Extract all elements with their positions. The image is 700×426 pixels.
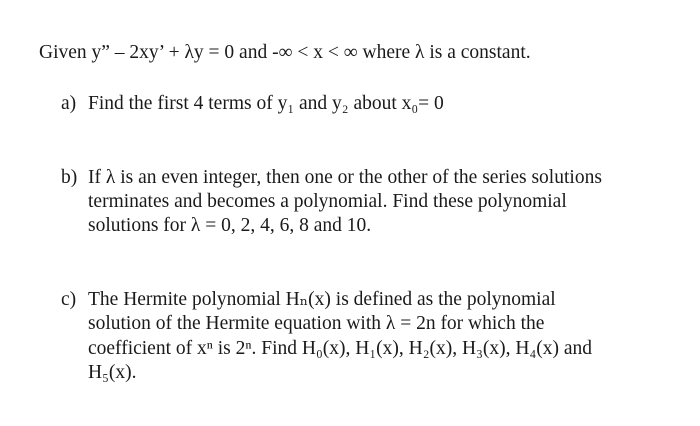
part-b-line-3: solutions for λ = 0, 2, 4, 6, 8 and 10. — [88, 215, 372, 236]
part-c-line-2: solution of the Hermite equation with λ = 2n for which the — [88, 313, 545, 334]
part-c-marker: c) — [61, 289, 77, 310]
part-b-line-2: terminates and becomes a polynomial. Find these polynomial — [88, 191, 567, 212]
part-c-line-1: The Hermite polynomial Hₙ(x) is defined as the polynomial — [88, 289, 556, 310]
question-intro: Given y” – 2xy’ + λy = 0 and -∞ < x < ∞ where λ is a constant. — [39, 42, 531, 63]
part-c-line-3: coefficient of xⁿ is 2ⁿ. Find H₀(x), H₁(x), H₂(x), H₃(x), H₄(x) and — [88, 338, 593, 359]
part-a-line-1: Find the first 4 terms of y₁ and y₂ about x₀= 0 — [88, 93, 444, 114]
part-a-marker: a) — [61, 93, 77, 114]
part-b-marker: b) — [61, 167, 78, 188]
part-c-line-4: H₅(x). — [88, 362, 137, 383]
part-b-line-1: If λ is an even integer, then one or the other of the series solutions — [88, 167, 602, 188]
